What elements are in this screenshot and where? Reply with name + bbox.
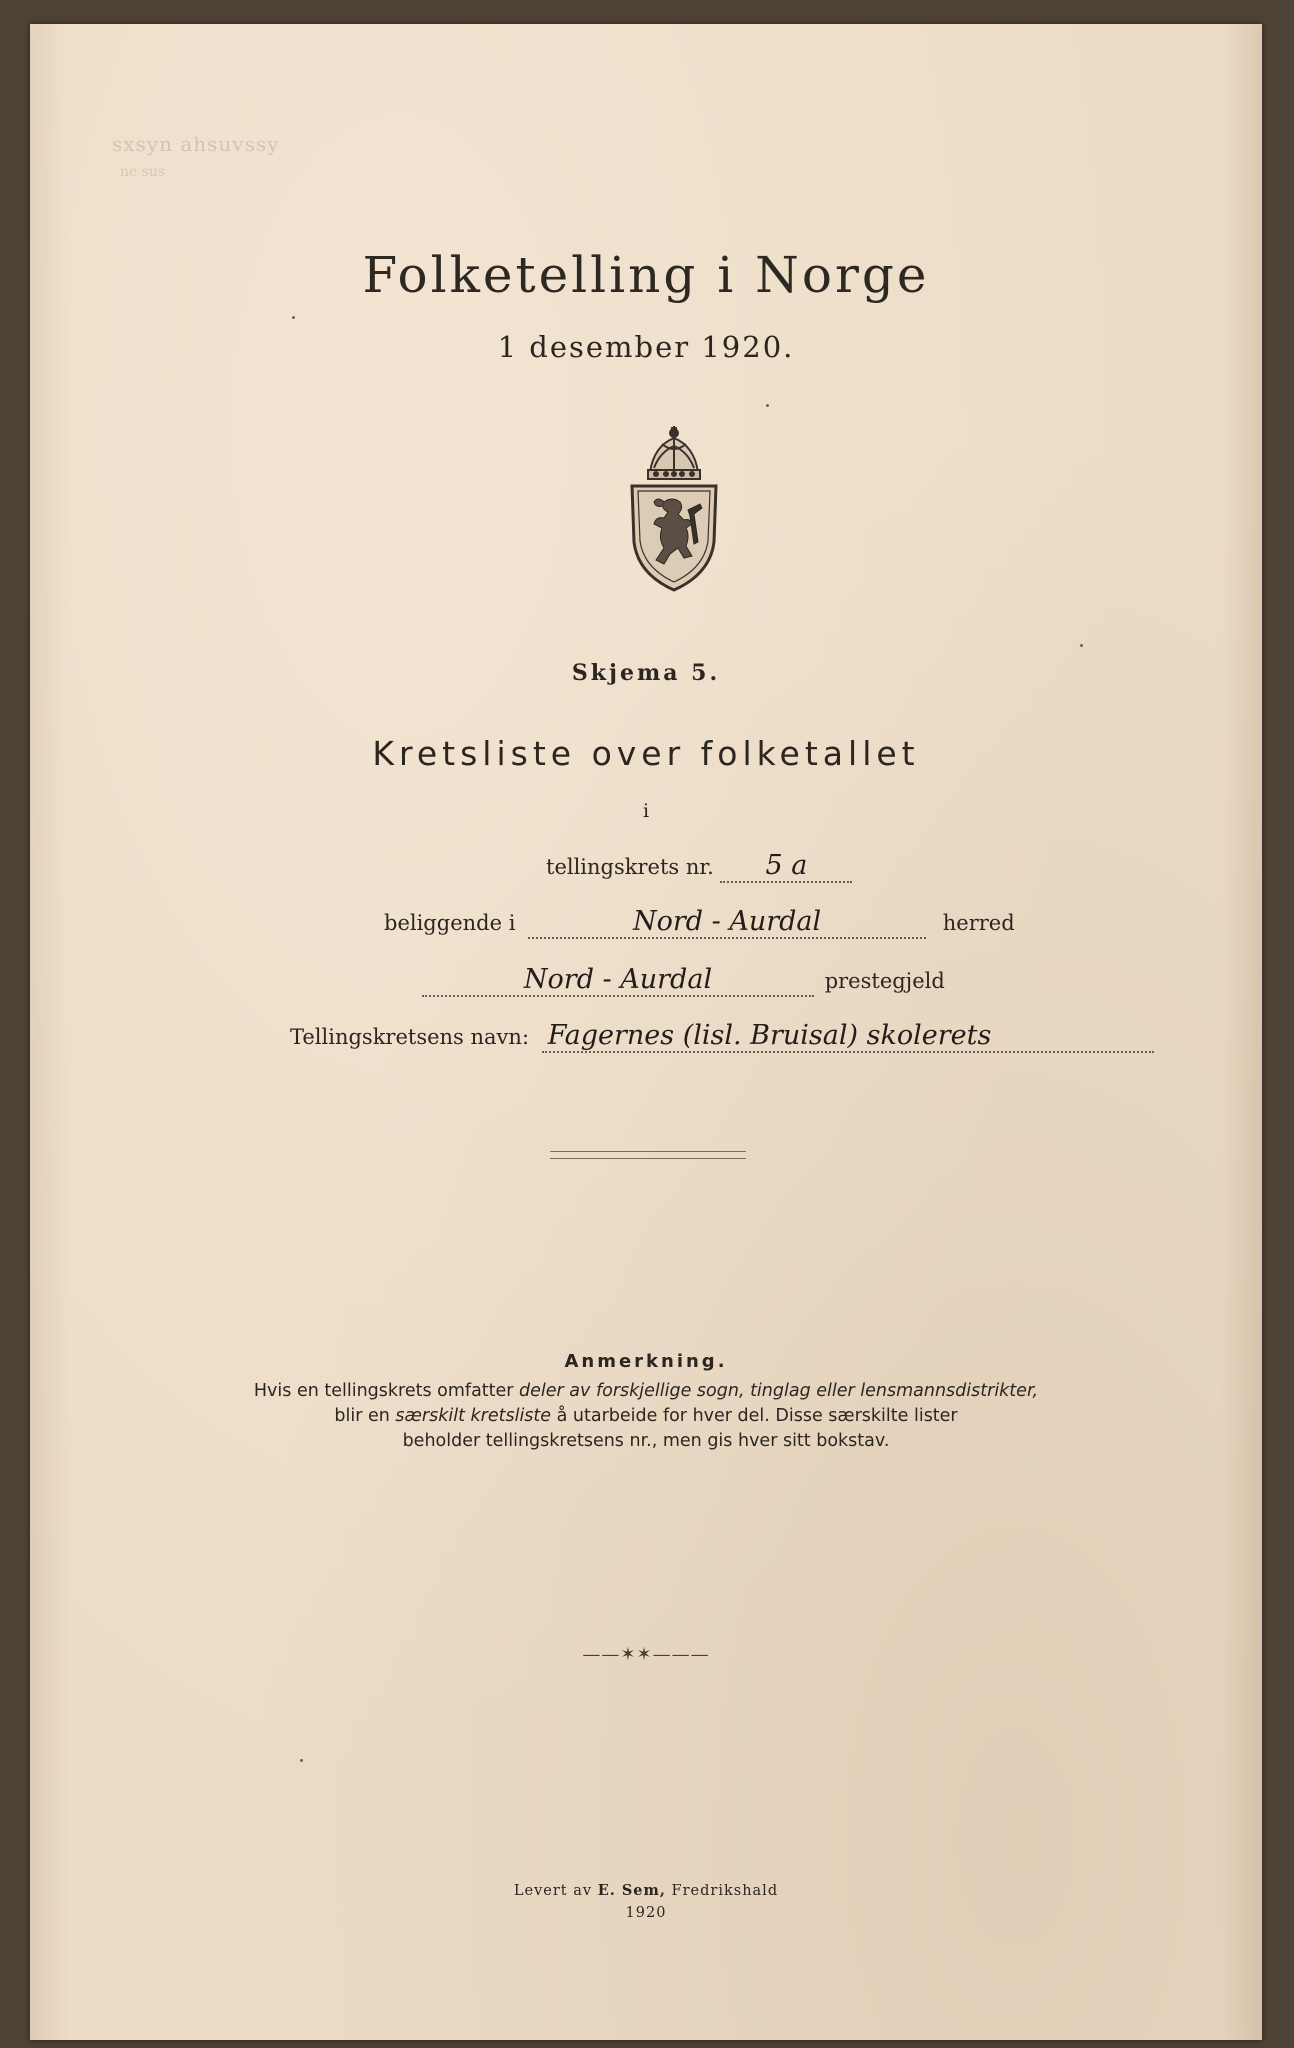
census-form-page bbox=[30, 24, 1262, 2040]
page-title: Folketelling i Norge bbox=[362, 246, 930, 304]
bleed-through-text-2: ne sus bbox=[120, 164, 166, 180]
prestegjeld-field[interactable]: Nord - Aurdal bbox=[422, 964, 814, 997]
form-heading: Kretsliste over folketallet bbox=[372, 734, 920, 773]
note-line-1: Hvis en tellingskrets omfatter deler av forskjellige sogn, tinglag eller lensmannsdistrikter, bbox=[253, 1381, 1039, 1401]
kretsnavn-field[interactable]: Fagernes (lisl. Bruisal) skolerets bbox=[542, 1020, 1154, 1053]
paper-speck bbox=[766, 404, 769, 407]
note-heading: Anmerkning. bbox=[564, 1351, 728, 1372]
prestegjeld-label: prestegjeld bbox=[824, 969, 945, 993]
printer-imprint bbox=[30, 1880, 1262, 1924]
herred-field[interactable]: Nord - Aurdal bbox=[528, 906, 926, 939]
tellingskrets-row bbox=[546, 850, 852, 883]
preposition-i: i bbox=[642, 800, 650, 822]
bleed-through-text: sxsyn ahsuvssy bbox=[112, 132, 280, 156]
printer-year: 1920 bbox=[625, 1905, 667, 1921]
tellingskrets-number-field[interactable]: 5 a bbox=[720, 850, 852, 883]
kretsnavn-row bbox=[290, 1020, 1154, 1053]
printer-line: Levert av E. Sem, Fredrikshald bbox=[513, 1882, 779, 1899]
kretsnavn-label: Tellingskretsens navn: bbox=[290, 1025, 530, 1049]
herred-label: herred bbox=[942, 911, 1015, 935]
note-line-3: beholder tellingskretsens nr., men gis hver sitt bokstav. bbox=[402, 1431, 890, 1451]
paper-speck bbox=[292, 316, 295, 319]
paper-speck bbox=[300, 1759, 303, 1762]
tellingskrets-label: tellingskrets nr. bbox=[546, 855, 714, 879]
coat-of-arms-icon bbox=[620, 424, 728, 594]
prestegjeld-row bbox=[422, 964, 945, 997]
section-divider bbox=[550, 1151, 746, 1159]
beliggende-row bbox=[384, 906, 1015, 939]
paper-speck bbox=[1080, 644, 1083, 647]
note-line-2: blir en særskilt kretsliste å utarbeide for hver del. Disse særskilte lister bbox=[334, 1406, 958, 1426]
census-date: 1 desember 1920. bbox=[497, 330, 795, 364]
beliggende-label: beliggende i bbox=[384, 911, 516, 935]
note-text bbox=[30, 1379, 1262, 1454]
schema-label: Skjema 5. bbox=[571, 660, 721, 686]
ornament-divider: ——✶✶——— bbox=[582, 1644, 710, 1665]
